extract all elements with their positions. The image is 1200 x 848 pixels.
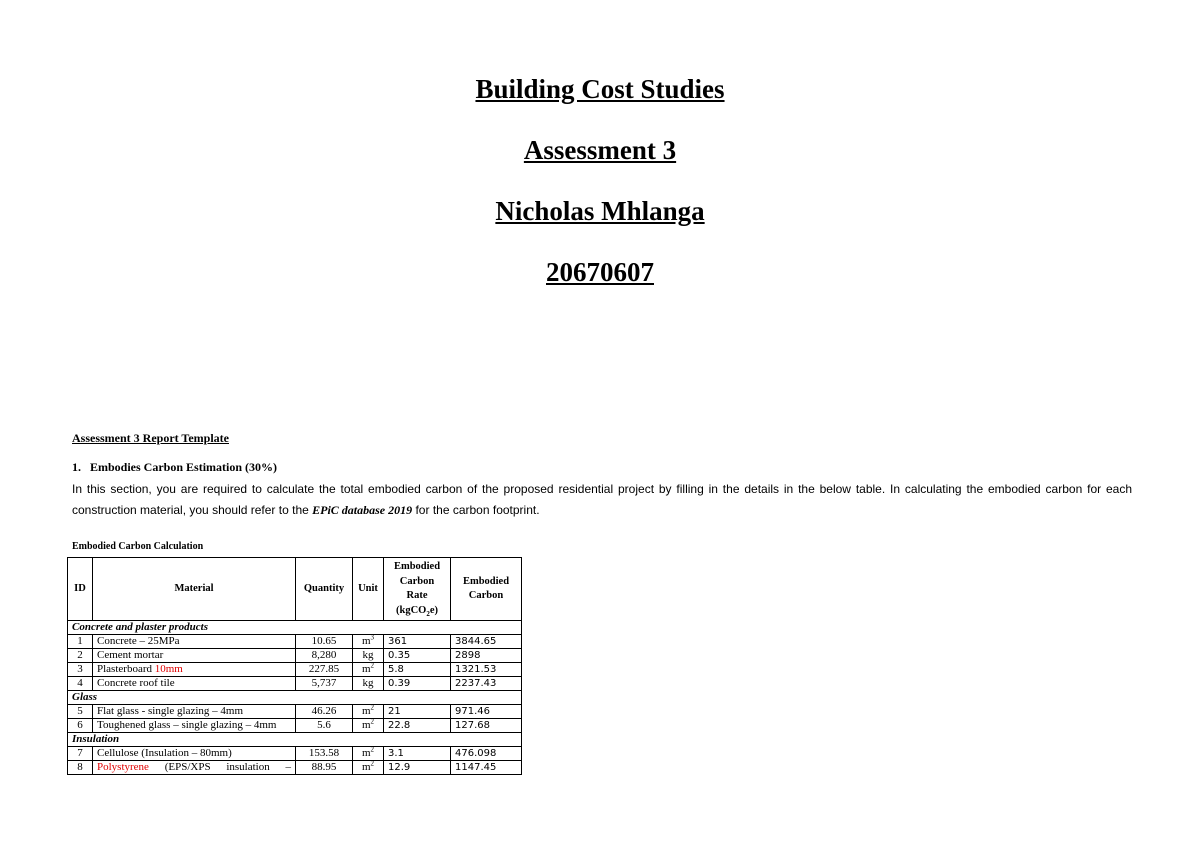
header-rate-l1: Embodied bbox=[393, 561, 441, 572]
student-name: Nicholas Mhlanga bbox=[495, 196, 705, 226]
group-row bbox=[68, 733, 522, 747]
table-row bbox=[68, 677, 522, 691]
row-unit bbox=[353, 649, 384, 663]
row-quantity: 8,280 bbox=[296, 649, 353, 663]
row-material: Toughened glass – single glazing – 4mm bbox=[93, 719, 296, 733]
row-quantity: 88.95 bbox=[296, 761, 353, 775]
row-material: Cellulose (Insulation – 80mm) bbox=[93, 747, 296, 761]
row-quantity: 153.58 bbox=[296, 747, 353, 761]
unit-text: m bbox=[361, 761, 371, 773]
row-quantity: 227.85 bbox=[296, 663, 353, 677]
row-id: 1 bbox=[68, 635, 93, 649]
table-caption: Embodied Carbon Calculation bbox=[72, 541, 204, 552]
row-id: 5 bbox=[68, 705, 93, 719]
row-quantity: 46.26 bbox=[296, 705, 353, 719]
unit-sup: 2 bbox=[370, 717, 375, 726]
material-text-a: (EPS/XPS bbox=[164, 761, 211, 773]
header-unit: Unit bbox=[353, 558, 384, 621]
unit-sup: 3 bbox=[370, 633, 375, 642]
table-row bbox=[68, 747, 522, 761]
row-id: 6 bbox=[68, 719, 93, 733]
unit-sup: 2 bbox=[370, 703, 375, 712]
row-quantity: 5,737 bbox=[296, 677, 353, 691]
row-rate: 12.9 bbox=[384, 761, 451, 775]
header-rate-l4: (kgCO bbox=[395, 604, 427, 616]
row-id: 8 bbox=[68, 761, 93, 775]
row-unit bbox=[353, 747, 384, 761]
header-rate-sub: 2 bbox=[426, 609, 430, 618]
section-heading bbox=[72, 460, 277, 475]
table-header-row bbox=[68, 558, 522, 621]
unit-text: m bbox=[361, 663, 371, 675]
header-id: ID bbox=[68, 558, 93, 621]
table-row bbox=[68, 761, 522, 775]
group-row bbox=[68, 621, 522, 635]
row-quantity: 5.6 bbox=[296, 719, 353, 733]
header-rate-l3: Rate bbox=[406, 590, 428, 601]
unit-text: m bbox=[361, 635, 371, 647]
intro-paragraph bbox=[72, 479, 1132, 521]
header-embodied-l1: Embodied bbox=[462, 575, 510, 587]
row-embodied: 2898 bbox=[451, 649, 522, 663]
table-row bbox=[68, 635, 522, 649]
group-row bbox=[68, 691, 522, 705]
row-unit bbox=[353, 761, 384, 775]
row-id: 2 bbox=[68, 649, 93, 663]
header-rate bbox=[384, 558, 451, 621]
material-highlight: Polystyrene bbox=[97, 761, 149, 773]
row-material bbox=[93, 663, 296, 677]
row-material: Cement mortar bbox=[93, 649, 296, 663]
unit-sup: 2 bbox=[370, 759, 375, 768]
row-embodied: 971.46 bbox=[451, 705, 522, 719]
unit-text: m bbox=[361, 719, 371, 731]
row-material: Concrete roof tile bbox=[93, 677, 296, 691]
material-text: Plasterboard bbox=[97, 663, 155, 675]
row-embodied: 476.098 bbox=[451, 747, 522, 761]
material-text-c: – bbox=[285, 761, 291, 773]
group-insulation: Insulation bbox=[68, 733, 522, 747]
course-title: Building Cost Studies bbox=[475, 74, 725, 104]
row-unit bbox=[353, 677, 384, 691]
row-rate: 0.35 bbox=[384, 649, 451, 663]
group-concrete: Concrete and plaster products bbox=[68, 621, 522, 635]
row-id: 4 bbox=[68, 677, 93, 691]
template-title: Assessment 3 Report Template bbox=[72, 431, 229, 445]
row-id: 7 bbox=[68, 747, 93, 761]
header-embodied bbox=[451, 558, 522, 621]
embodied-carbon-table bbox=[67, 557, 522, 775]
row-embodied: 127.68 bbox=[451, 719, 522, 733]
unit-sup: 2 bbox=[370, 745, 375, 754]
section-number: 1. bbox=[72, 460, 81, 474]
row-rate: 5.8 bbox=[384, 663, 451, 677]
unit-text: m bbox=[361, 747, 371, 759]
row-rate: 361 bbox=[384, 635, 451, 649]
row-rate: 3.1 bbox=[384, 747, 451, 761]
row-material bbox=[93, 761, 296, 775]
row-unit bbox=[353, 719, 384, 733]
epic-database-ref: EPiC database 2019 bbox=[312, 503, 413, 517]
header-rate-l2: Carbon bbox=[399, 575, 435, 587]
unit-text: m bbox=[361, 705, 371, 717]
table-row bbox=[68, 705, 522, 719]
row-unit bbox=[353, 663, 384, 677]
unit-sup: 2 bbox=[370, 661, 375, 670]
header-quantity: Quantity bbox=[296, 558, 353, 621]
material-text-b: insulation bbox=[226, 761, 270, 773]
row-unit bbox=[353, 635, 384, 649]
row-embodied: 2237.43 bbox=[451, 677, 522, 691]
row-rate: 0.39 bbox=[384, 677, 451, 691]
student-id: 20670607 bbox=[546, 257, 654, 287]
header-embodied-l2: Carbon bbox=[468, 590, 504, 601]
row-embodied: 1321.53 bbox=[451, 663, 522, 677]
assessment-title: Assessment 3 bbox=[523, 135, 677, 165]
row-quantity: 10.65 bbox=[296, 635, 353, 649]
section-title: Embodies Carbon Estimation (30%) bbox=[90, 460, 278, 474]
header-rate-l5: e) bbox=[429, 604, 438, 616]
group-glass: Glass bbox=[68, 691, 522, 705]
intro-text-2: for the carbon footprint. bbox=[412, 503, 540, 517]
header-material: Material bbox=[93, 558, 296, 621]
table-row bbox=[68, 649, 522, 663]
table-row bbox=[68, 663, 522, 677]
row-id: 3 bbox=[68, 663, 93, 677]
unit-text: kg bbox=[362, 677, 374, 689]
row-embodied: 3844.65 bbox=[451, 635, 522, 649]
row-material: Flat glass - single glazing – 4mm bbox=[93, 705, 296, 719]
row-rate: 22.8 bbox=[384, 719, 451, 733]
row-unit bbox=[353, 705, 384, 719]
table-row bbox=[68, 719, 522, 733]
intro-text-1: In this section, you are required to calculate the total embodied carbon of the proposed residential project by filling in the details in the below table. In calculating the embodied carbon for each construction material, you should refer to the bbox=[72, 482, 1132, 517]
row-rate: 21 bbox=[384, 705, 451, 719]
material-highlight: 10mm bbox=[154, 663, 183, 675]
row-material: Concrete – 25MPa bbox=[93, 635, 296, 649]
unit-text: kg bbox=[362, 649, 374, 661]
row-embodied: 1147.45 bbox=[451, 761, 522, 775]
